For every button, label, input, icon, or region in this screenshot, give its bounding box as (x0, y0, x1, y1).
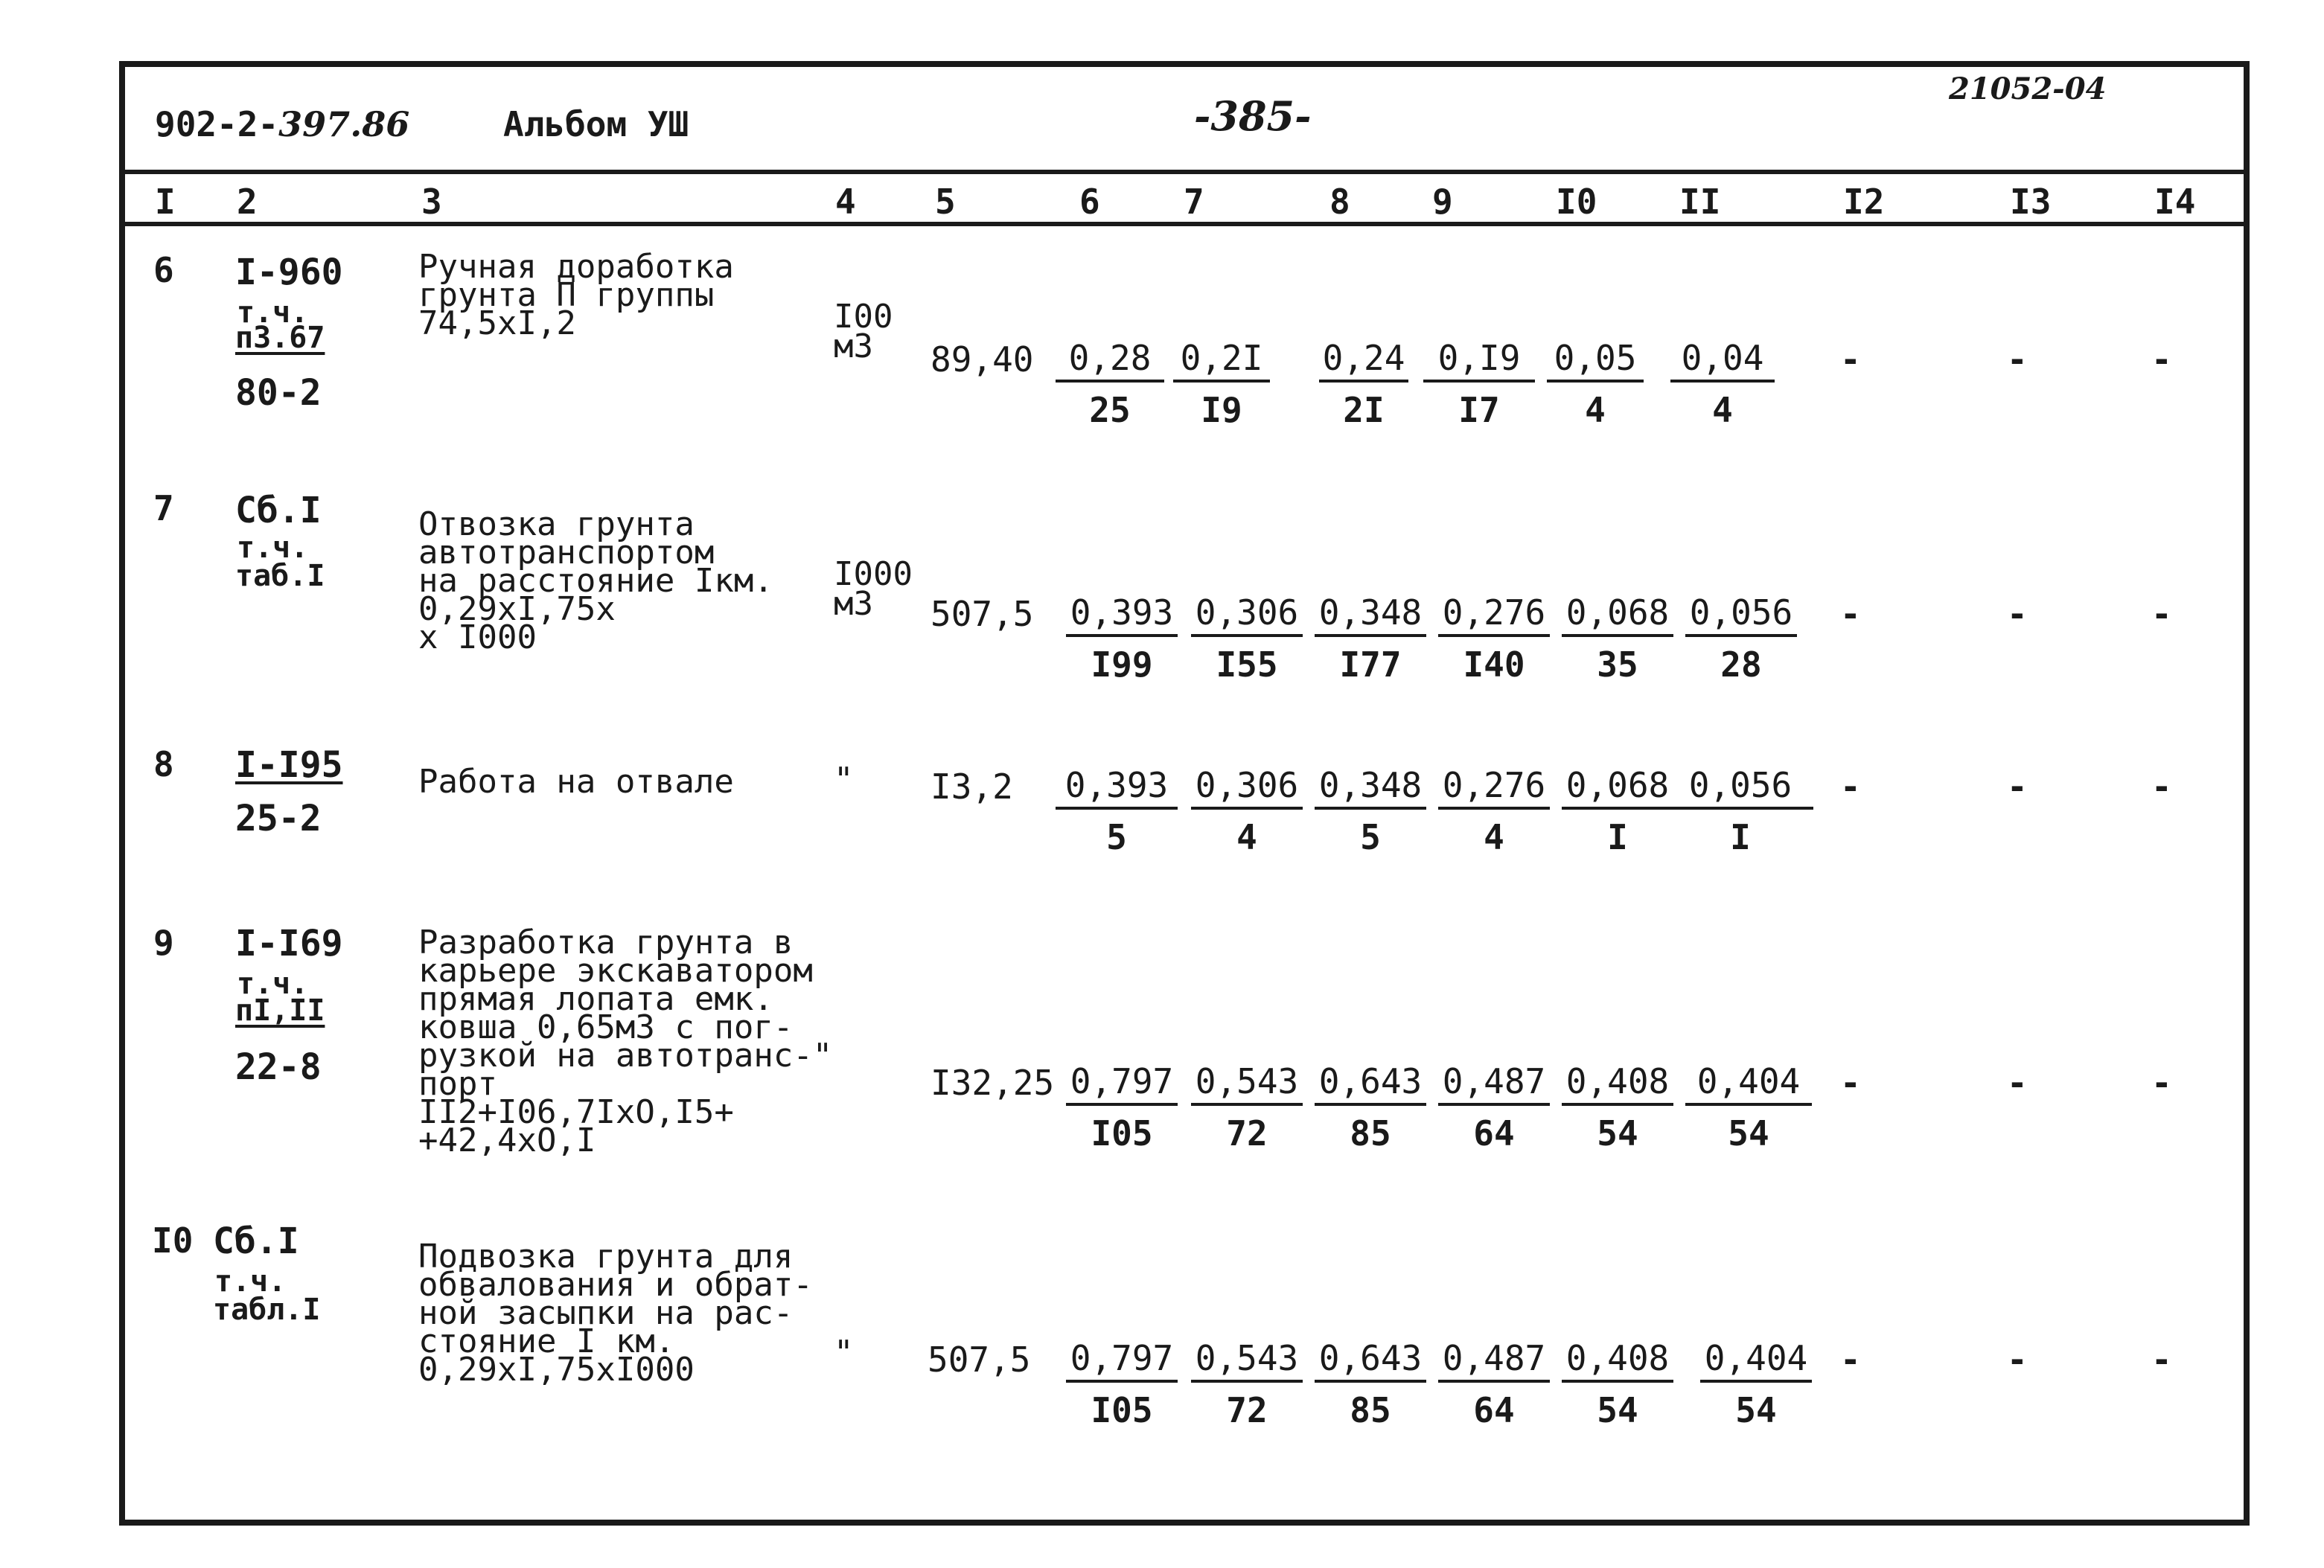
norm-code: I-960 (235, 252, 343, 293)
value-per-unit: 0,393 (1056, 765, 1178, 810)
value-per-unit: 0,543 (1191, 1061, 1303, 1106)
work-description: Работа на отвале (418, 763, 734, 801)
col-head-7: 7 (1184, 182, 1204, 222)
series-handwritten: 397.86 (278, 104, 410, 144)
value-cell (1315, 1338, 1426, 1430)
col-head-1: I (155, 182, 176, 222)
norm-part: т.ч. (237, 531, 309, 565)
norm-clause: п3.67 (235, 321, 325, 355)
empty-col-13: - (2007, 1063, 2028, 1103)
value-total: 72 (1226, 1390, 1268, 1430)
value-per-unit: 0,306 (1191, 765, 1303, 810)
value-cell (1191, 1061, 1303, 1153)
value-per-unit: 0,543 (1191, 1338, 1303, 1383)
value-total: 54 (1597, 1390, 1638, 1430)
row-number: 7 (153, 488, 174, 528)
quantity: I3,2 (930, 767, 1013, 807)
value-cell (1562, 765, 1673, 857)
value-cell (1423, 338, 1535, 430)
value-cell (1191, 765, 1303, 857)
value-cell (1562, 1061, 1673, 1153)
value-total: 72 (1226, 1113, 1268, 1153)
value-per-unit: 0,393 (1066, 592, 1178, 637)
row-number: I0 (152, 1220, 194, 1261)
value-total: 54 (1735, 1390, 1777, 1430)
value-total: I (1607, 817, 1628, 857)
value-total: 35 (1597, 644, 1638, 685)
unit: " (834, 761, 854, 799)
col-head-14: I4 (2154, 182, 2196, 222)
empty-col-12: - (1840, 339, 1861, 380)
empty-col-13: - (2007, 767, 2028, 807)
norm-table: таб.I (235, 559, 325, 593)
series-number: 902-2- (155, 104, 279, 144)
work-description: Разработка грунта в карьере экскаватором прямая лопата емк. ковша 0,65м3 с пог- рузкой на автотранс-" порт II2+I06,7IхO,I5+ +42,4хO,I (418, 924, 833, 1159)
value-total: I05 (1091, 1113, 1153, 1153)
value-total: I77 (1339, 644, 1402, 685)
value-cell (1562, 592, 1673, 685)
value-per-unit: 0,24 (1319, 338, 1408, 383)
empty-col-12: - (1840, 767, 1861, 807)
quantity: 507,5 (928, 1340, 1031, 1380)
value-per-unit: 0,404 (1685, 1061, 1812, 1106)
norm-part: т.ч. (237, 967, 309, 1001)
value-per-unit: 0,487 (1438, 1338, 1550, 1383)
empty-col-13: - (2007, 1340, 2028, 1380)
value-cell (1438, 1338, 1550, 1430)
value-cell (1315, 592, 1426, 685)
value-cell (1173, 338, 1270, 430)
value-cell (1438, 1061, 1550, 1153)
value-total: 4 (1712, 390, 1733, 430)
value-total: 25 (1089, 390, 1131, 430)
value-cell (1056, 338, 1164, 430)
value-total: I40 (1463, 644, 1525, 685)
value-total: 2I (1343, 390, 1385, 430)
empty-col-14: - (2151, 339, 2172, 380)
value-total: I7 (1458, 390, 1500, 430)
norm-code: I-I69 (235, 923, 343, 964)
empty-col-14: - (2151, 1063, 2172, 1103)
page-number: -385- (1194, 92, 1312, 140)
value-cell (1315, 765, 1426, 857)
col-head-6: 6 (1079, 182, 1100, 222)
value-per-unit: 0,408 (1562, 1061, 1673, 1106)
value-per-unit: 0,056 (1667, 765, 1813, 810)
value-total: 4 (1585, 390, 1606, 430)
value-per-unit: 0,276 (1438, 592, 1550, 637)
norm-rate: 22-8 (235, 1046, 322, 1088)
empty-col-14: - (2151, 594, 2172, 634)
col-head-3: 3 (421, 182, 442, 222)
norm-code: Сб.I (213, 1220, 299, 1262)
value-total: I9 (1201, 390, 1242, 430)
col-head-13: I3 (2010, 182, 2052, 222)
value-total: 5 (1360, 817, 1381, 857)
norm-part: т.ч. (214, 1264, 287, 1299)
col-head-5: 5 (935, 182, 956, 222)
unit: " (834, 1334, 854, 1372)
col-head-10: I0 (1556, 182, 1597, 222)
value-per-unit: 0,643 (1315, 1338, 1426, 1383)
norm-code: I-I95 (235, 744, 343, 786)
value-cell (1066, 592, 1178, 685)
col-head-11: II (1679, 182, 1721, 222)
row-number: 8 (153, 744, 174, 784)
value-cell (1670, 338, 1775, 430)
value-per-unit: 0,797 (1066, 1338, 1178, 1383)
value-per-unit: 0,068 (1562, 765, 1673, 810)
empty-col-12: - (1840, 594, 1861, 634)
value-cell (1191, 592, 1303, 685)
value-total: I05 (1091, 1390, 1153, 1430)
norm-rate: 25-2 (235, 798, 322, 839)
value-cell (1547, 338, 1644, 430)
norm-table: табл.I (213, 1293, 321, 1327)
col-head-2: 2 (237, 182, 258, 222)
empty-col-12: - (1840, 1063, 1861, 1103)
norm-rate: 80-2 (235, 372, 322, 414)
value-per-unit: 0,2I (1173, 338, 1270, 383)
value-per-unit: 0,306 (1191, 592, 1303, 637)
value-per-unit: 0,28 (1056, 338, 1164, 383)
work-description: Отвозка грунта автотранспортом на расстояние Iкм. 0,29хI,75х х I000 (418, 505, 773, 656)
norm-code: Сб.I (235, 490, 322, 531)
empty-col-13: - (2007, 594, 2028, 634)
value-cell (1667, 765, 1813, 857)
col-head-8: 8 (1329, 182, 1350, 222)
value-per-unit: 0,797 (1066, 1061, 1178, 1106)
norm-clause: пI,II (235, 993, 325, 1028)
value-per-unit: 0,I9 (1423, 338, 1535, 383)
quantity: 89,40 (930, 339, 1034, 380)
empty-col-14: - (2151, 767, 2172, 807)
value-per-unit: 0,487 (1438, 1061, 1550, 1106)
norm-part: т.ч. (237, 295, 309, 330)
value-total: 85 (1350, 1113, 1391, 1153)
value-cell (1319, 338, 1408, 430)
row-number: 6 (153, 250, 174, 290)
value-cell (1315, 1061, 1426, 1153)
value-cell (1685, 1061, 1812, 1153)
work-description: Ручная доработка грунта П группы 74,5хI,2 (418, 248, 734, 342)
empty-col-12: - (1840, 1340, 1861, 1380)
unit: I000 м3 (834, 555, 913, 623)
value-cell (1191, 1338, 1303, 1430)
value-total: 28 (1720, 644, 1762, 685)
value-per-unit: 0,056 (1685, 592, 1797, 637)
col-head-4: 4 (835, 182, 856, 222)
value-per-unit: 0,068 (1562, 592, 1673, 637)
value-per-unit: 0,04 (1670, 338, 1775, 383)
value-per-unit: 0,05 (1547, 338, 1644, 383)
value-per-unit: 0,643 (1315, 1061, 1426, 1106)
quantity: I32,25 (930, 1063, 1055, 1103)
value-total: 54 (1728, 1113, 1769, 1153)
quantity: 507,5 (930, 594, 1034, 634)
value-cell (1438, 592, 1550, 685)
empty-col-14: - (2151, 1340, 2172, 1380)
value-cell (1700, 1338, 1812, 1430)
value-total: I (1730, 817, 1751, 857)
row-number: 9 (153, 923, 174, 963)
col-head-12: I2 (1843, 182, 1885, 222)
value-cell (1066, 1061, 1178, 1153)
value-total: 5 (1106, 817, 1127, 857)
header-rule (119, 170, 2250, 174)
col-head-9: 9 (1432, 182, 1453, 222)
value-cell (1066, 1338, 1178, 1430)
inventory-stamp: 21052-04 (1949, 71, 2107, 106)
value-per-unit: 0,348 (1315, 592, 1426, 637)
value-cell (1562, 1338, 1673, 1430)
album-title: Альбом УШ (503, 104, 689, 144)
value-total: 64 (1473, 1390, 1515, 1430)
value-total: I99 (1091, 644, 1153, 685)
value-total: 4 (1484, 817, 1504, 857)
work-description: Подвозка грунта для обвалования и обрат- ной засыпки на рас- стояние I км. 0,29хI,75хI000 (418, 1238, 813, 1389)
value-total: 64 (1473, 1113, 1515, 1153)
column-header-rule (119, 222, 2250, 226)
unit: I00 м3 (834, 298, 893, 365)
value-per-unit: 0,404 (1700, 1338, 1812, 1383)
value-cell (1438, 765, 1550, 857)
value-total: 54 (1597, 1113, 1638, 1153)
value-cell (1685, 592, 1797, 685)
value-total: I55 (1216, 644, 1278, 685)
empty-col-13: - (2007, 339, 2028, 380)
value-per-unit: 0,276 (1438, 765, 1550, 810)
document-code (155, 104, 409, 144)
value-per-unit: 0,408 (1562, 1338, 1673, 1383)
value-total: 85 (1350, 1390, 1391, 1430)
value-per-unit: 0,348 (1315, 765, 1426, 810)
value-total: 4 (1236, 817, 1257, 857)
value-cell (1056, 765, 1178, 857)
